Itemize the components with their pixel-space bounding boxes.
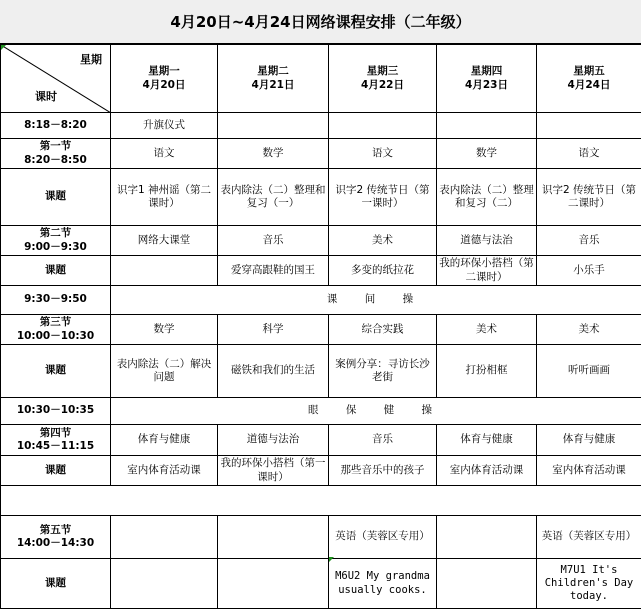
period-name: 第二节 — [39, 227, 72, 240]
schedule-cell: 数学 — [437, 139, 537, 169]
table-row — [1, 398, 641, 425]
schedule-cell: 网络大课堂 — [111, 226, 218, 256]
day-name: 星期四 — [470, 65, 503, 78]
schedule-cell: 磁铁和我们的生活 — [218, 345, 329, 398]
schedule-cell: 表内除法（二）整理和复习（一） — [218, 169, 329, 226]
schedule-cell — [218, 516, 329, 559]
schedule-cell: 体育与健康 — [437, 425, 537, 456]
schedule-cell: 音乐 — [329, 425, 437, 456]
day-name: 星期一 — [148, 65, 180, 78]
topic-label: 课题 — [1, 559, 111, 609]
time-label: 8:18－8:20 — [1, 113, 111, 139]
day-date: 4月23日 — [465, 78, 508, 91]
cell-marker-icon — [329, 557, 334, 562]
schedule-cell: 语文 — [111, 139, 218, 169]
table-row — [1, 315, 641, 345]
schedule-cell: 美术 — [537, 315, 641, 345]
table-row — [1, 256, 641, 286]
day-name: 星期五 — [573, 65, 605, 78]
table-row — [1, 169, 641, 226]
topic-label: 课题 — [1, 345, 111, 398]
period-label — [1, 139, 111, 169]
period-label — [1, 226, 111, 256]
schedule-cell: 那些音乐中的孩子 — [329, 456, 437, 486]
schedule-cell: 室内体育活动课 — [437, 456, 537, 486]
spacer-cell — [1, 486, 641, 516]
schedule-cell: 美术 — [437, 315, 537, 345]
topic-label: 课题 — [1, 256, 111, 286]
schedule-cell: 表内除法（二）整理和复习（二） — [437, 169, 537, 226]
time-label: 10:30－10:35 — [1, 398, 111, 425]
schedule-cell: 案例分享：寻访长沙老街 — [329, 345, 437, 398]
table-row — [1, 516, 641, 559]
schedule-cell: 体育与健康 — [537, 425, 641, 456]
cell-marker-icon — [1, 45, 6, 50]
schedule-cell: 打扮相框 — [437, 345, 537, 398]
period-time: 9:00－9:30 — [24, 240, 87, 253]
corner-week-label: 星期 — [80, 53, 102, 66]
schedule-cell — [329, 113, 437, 139]
schedule-cell — [537, 113, 641, 139]
schedule-cell: M6U2 My grandma usually cooks. — [329, 559, 437, 609]
table-row — [1, 345, 641, 398]
day-header — [329, 45, 437, 113]
schedule-cell — [218, 559, 329, 609]
schedule-cell: 体育与健康 — [111, 425, 218, 456]
period-label — [1, 516, 111, 559]
schedule-cell: 综合实践 — [329, 315, 437, 345]
schedule-cell: 音乐 — [218, 226, 329, 256]
schedule-cell: 多变的纸拉花 — [329, 256, 437, 286]
day-header — [111, 45, 218, 113]
day-date: 4月20日 — [142, 78, 186, 91]
period-time: 14:00－14:30 — [16, 537, 95, 549]
period-name: 第三节 — [39, 316, 72, 329]
day-date: 4月21日 — [251, 78, 295, 91]
period-label — [1, 315, 111, 345]
topic-label: 课题 — [1, 456, 111, 486]
day-header — [218, 45, 329, 113]
day-header — [437, 45, 537, 113]
table-row — [1, 226, 641, 256]
spacer-row — [1, 486, 641, 516]
table-row — [1, 425, 641, 456]
schedule-cell: 英语（芙蓉区专用） — [537, 516, 641, 559]
day-header — [537, 45, 641, 113]
schedule-cell: 室内体育活动课 — [537, 456, 641, 486]
schedule-cell: 道德与法治 — [437, 226, 537, 256]
time-label: 9:30－9:50 — [1, 286, 111, 315]
schedule-cell: 识字2 传统节日（第二课时） — [537, 169, 641, 226]
period-label — [1, 425, 111, 456]
day-name: 星期三 — [366, 65, 399, 78]
break-cell: 眼 保 健 操 — [111, 398, 641, 425]
schedule-cell: 识字2 传统节日（第一课时） — [329, 169, 437, 226]
schedule-cell: 数学 — [218, 139, 329, 169]
schedule-cell: 爱穿高跟鞋的国王 — [218, 256, 329, 286]
day-name: 星期二 — [257, 65, 289, 78]
table-row — [1, 286, 641, 315]
table-row — [1, 559, 641, 609]
period-name: 第四节 — [39, 426, 72, 439]
topic-label: 课题 — [1, 169, 111, 226]
period-time: 10:00－10:30 — [16, 329, 95, 342]
schedule-cell — [218, 113, 329, 139]
page-title: 4月20日~4月24日网络课程安排（二年级） — [0, 0, 641, 44]
schedule-cell: M7U1 It's Children's Day today. — [537, 559, 641, 609]
day-date: 4月22日 — [361, 78, 404, 91]
schedule-cell: 我的环保小搭档（第一课时） — [218, 456, 329, 486]
period-time: 10:45－11:15 — [16, 440, 95, 452]
schedule-cell — [111, 256, 218, 286]
schedule-cell: 数学 — [111, 315, 218, 345]
schedule-cell: 升旗仪式 — [111, 113, 218, 139]
schedule-table — [0, 44, 641, 609]
day-date: 4月24日 — [567, 78, 611, 91]
schedule-cell — [437, 559, 537, 609]
schedule-cell: 语文 — [329, 139, 437, 169]
schedule-cell: 听听画画 — [537, 345, 641, 398]
schedule-cell — [437, 113, 537, 139]
schedule-cell: 音乐 — [537, 226, 641, 256]
corner-time-label: 课时 — [35, 90, 57, 104]
schedule-cell: 英语（芙蓉区专用） — [329, 516, 437, 559]
period-name: 第一节 — [39, 140, 72, 153]
header-row — [1, 45, 641, 113]
schedule-cell: 识字1 神州谣（第二课时） — [111, 169, 218, 226]
schedule-cell: 表内除法（二）解决问题 — [111, 345, 218, 398]
corner-cell — [1, 45, 111, 113]
break-cell: 课 间 操 — [111, 286, 641, 315]
schedule-cell — [437, 516, 537, 559]
table-row — [1, 139, 641, 169]
schedule-cell: 美术 — [329, 226, 437, 256]
schedule-cell: 小乐手 — [537, 256, 641, 286]
period-name: 第五节 — [39, 523, 72, 536]
schedule-cell: 语文 — [537, 139, 641, 169]
schedule-cell: 科学 — [218, 315, 329, 345]
period-time: 8:20－8:50 — [24, 153, 87, 166]
schedule-cell: 道德与法治 — [218, 425, 329, 456]
schedule-cell — [111, 559, 218, 609]
schedule-cell: 室内体育活动课 — [111, 456, 218, 486]
schedule-cell: 我的环保小搭档（第二课时） — [437, 256, 537, 286]
table-row — [1, 456, 641, 486]
table-row — [1, 113, 641, 139]
schedule-cell — [111, 516, 218, 559]
